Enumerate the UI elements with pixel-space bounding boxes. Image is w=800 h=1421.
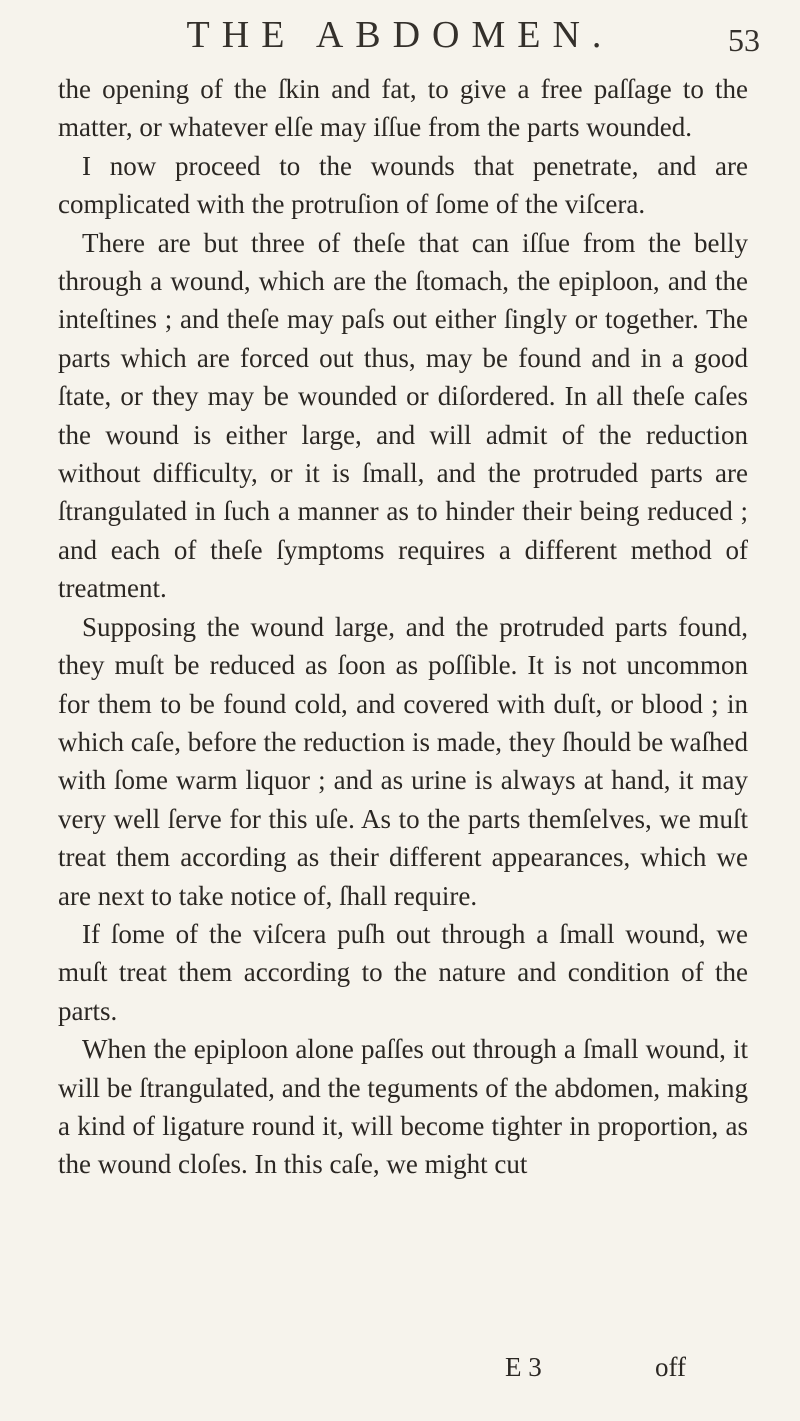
body-text: [58, 70, 748, 1184]
page-footer: [0, 1345, 800, 1389]
paragraph-text: Supposing the wound large, and the protruded parts found, they muſt be reduced as ſoon as poſſible. It is not uncommon for them to be found cold, and covered with duſt, or blood ; in which caſe, before the reduction is made, they ſhould be waſhed with ſome warm liquor ; and as urine is always at hand, it may very well ſerve for this uſe. As to the parts themſelves, we muſt treat them according as their different appearances, which we are next to take notice of, ſhall require.: [58, 611, 748, 911]
paragraph-3: [58, 224, 748, 608]
running-title: THE ABDOMEN.: [186, 14, 614, 56]
running-head: [0, 10, 800, 60]
paragraph-6: [58, 1030, 748, 1184]
paragraph-text: When the epiploon alone paſſes out through a ſmall wound, it will be ſtrangulated, and the teguments of the abdomen, making a kind of ligature round it, will become tighter in proportion, as the wound cloſes. In this caſe, we might cut: [58, 1034, 748, 1180]
paragraph-text: If ſome of the viſcera puſh out through a ſmall wound, we muſt treat them according to the nature and condition of the parts.: [58, 918, 748, 1026]
page-number: 53: [728, 22, 760, 58]
paragraph-2: [58, 147, 748, 224]
paragraph-lead: I: [82, 150, 110, 181]
paragraph-text: now proceed to the wounds that penetrate, and are complicated with the protruſion of ſome of the viſcera.: [58, 150, 748, 220]
paragraph-5: [58, 915, 748, 1030]
paragraph-text: the opening of the ſkin and fat, to give a free paſſage to the matter, or whatever elſe may iſſue from the parts wounded.: [58, 74, 748, 143]
paragraph-4: [58, 608, 748, 915]
signature-mark: E 3: [505, 1352, 542, 1382]
catchword: off: [655, 1352, 686, 1382]
paragraph-1: [58, 70, 748, 147]
paragraph-text: There are but three of theſe that can iſſue from the belly through a wound, which are the ſtomach, the epiploon, and the inteſtines ; and theſe may paſs out either ſingly or together. The parts which are forced out thus, may be found and in a good ſtate, or they may be wounded or diſordered. In all theſe caſes the wound is either large, and will admit of the reduction without difficulty, or it is ſmall, and the protruded parts are ſtrangulated in ſuch a manner as to hinder their being reduced ; and each of theſe ſymptoms requires a different method of treatment.: [58, 227, 748, 604]
